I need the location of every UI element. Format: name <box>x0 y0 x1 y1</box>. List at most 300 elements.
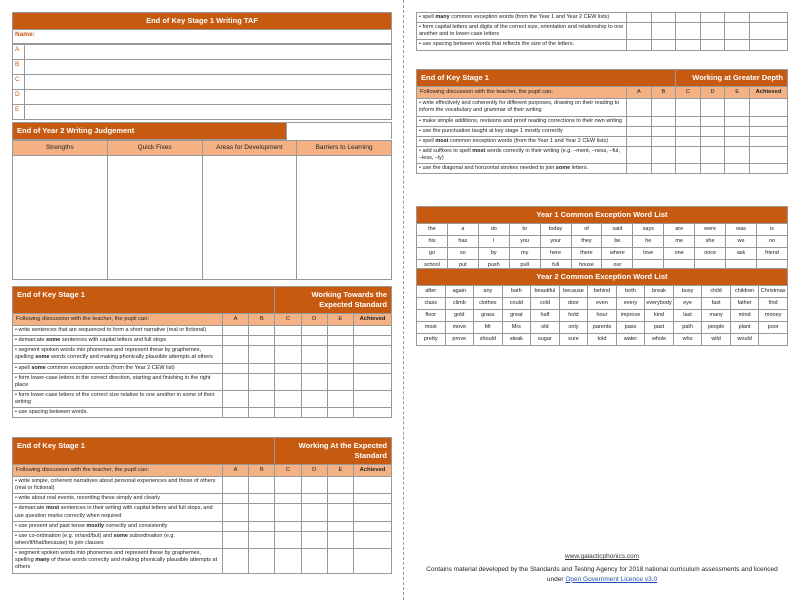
bullet-icon: • <box>15 392 19 399</box>
tick-cell[interactable] <box>353 326 391 336</box>
tick-cell[interactable] <box>301 494 327 504</box>
grade-column-header: E <box>725 86 750 99</box>
word-cell: last <box>673 310 702 322</box>
tick-cell[interactable] <box>301 549 327 573</box>
word-cell: move <box>445 322 474 334</box>
criterion-row <box>417 126 788 136</box>
judgement-cell[interactable] <box>107 156 202 280</box>
taf-row-cell[interactable] <box>25 44 392 59</box>
word-cell: even <box>588 297 617 309</box>
tick-cell[interactable] <box>676 116 701 126</box>
tick-cell[interactable] <box>327 346 353 363</box>
word-cell: says <box>633 223 664 235</box>
tick-cell[interactable] <box>249 391 275 408</box>
tick-cell[interactable] <box>651 13 676 23</box>
tick-cell[interactable] <box>651 23 676 40</box>
tick-cell[interactable] <box>651 164 676 174</box>
bullet-icon: • <box>419 14 423 20</box>
tick-cell[interactable] <box>249 504 275 521</box>
tick-cell[interactable] <box>275 363 301 373</box>
word-cell: busy <box>673 285 702 297</box>
word-cell: child <box>702 285 731 297</box>
criterion-cell <box>417 13 627 23</box>
word-cell: only <box>559 322 588 334</box>
footer-site[interactable]: www.galacticphonics.com <box>564 553 640 560</box>
tick-cell[interactable] <box>700 99 725 116</box>
word-cell: school <box>417 260 448 272</box>
bullet-icon: • <box>15 327 19 334</box>
criterion-cell <box>13 346 223 363</box>
tick-cell[interactable] <box>223 373 249 390</box>
tick-cell[interactable] <box>676 40 701 50</box>
tick-cell[interactable] <box>223 363 249 373</box>
bullet-icon: • <box>419 117 423 124</box>
bullet-icon: • <box>419 24 423 31</box>
criterion-cell <box>417 99 627 116</box>
tick-cell[interactable] <box>651 136 676 146</box>
tick-cell[interactable] <box>749 136 787 146</box>
tick-cell[interactable] <box>651 40 676 50</box>
tick-cell[interactable] <box>223 408 249 418</box>
tick-cell[interactable] <box>327 549 353 573</box>
word-cell: we <box>726 235 757 247</box>
tick-cell[interactable] <box>249 363 275 373</box>
tick-cell[interactable] <box>627 136 652 146</box>
word-cell: friend <box>756 248 787 260</box>
prompt-row <box>417 86 788 99</box>
tick-cell[interactable] <box>627 126 652 136</box>
prompt-text: Following discussion with the teacher, the pupil can: <box>13 313 223 326</box>
tick-cell[interactable] <box>223 494 249 504</box>
tick-cell[interactable] <box>627 99 652 116</box>
word-cell: has <box>447 235 478 247</box>
section-header-row <box>13 438 392 465</box>
grade-column-header: B <box>651 86 676 99</box>
taf-row <box>13 59 392 74</box>
tick-cell[interactable] <box>223 336 249 346</box>
tick-cell[interactable] <box>725 116 750 126</box>
word-cell: ask <box>726 248 757 260</box>
tick-cell[interactable] <box>676 13 701 23</box>
tick-cell[interactable] <box>353 391 391 408</box>
grade-column-header: A <box>223 464 249 477</box>
tick-cell[interactable] <box>327 336 353 346</box>
tick-cell[interactable] <box>327 494 353 504</box>
tick-cell[interactable] <box>700 126 725 136</box>
tick-cell[interactable] <box>627 164 652 174</box>
prompt-row <box>13 313 392 326</box>
tick-cell[interactable] <box>275 336 301 346</box>
section-header-row <box>13 287 392 314</box>
tick-cell[interactable] <box>275 346 301 363</box>
criterion-row <box>13 336 392 346</box>
word-row <box>417 285 788 297</box>
tick-cell[interactable] <box>327 531 353 548</box>
word-cell: he <box>633 235 664 247</box>
word-cell: by <box>478 248 509 260</box>
tick-cell[interactable] <box>676 146 701 163</box>
tick-cell[interactable] <box>725 164 750 174</box>
word-cell: me <box>664 235 695 247</box>
bullet-icon: • <box>419 165 423 172</box>
tick-cell[interactable] <box>275 549 301 573</box>
tick-cell[interactable] <box>327 477 353 494</box>
licence-link[interactable]: Open Government Licence v3.0 <box>565 575 658 583</box>
word-cell: your <box>540 235 571 247</box>
grade-column-header: A <box>627 86 652 99</box>
criterion-text: sentences in their writing with capital letters and full stops, and use question marks correctly when required <box>15 505 213 519</box>
tick-cell[interactable] <box>627 13 652 23</box>
tick-cell[interactable] <box>700 13 725 23</box>
word-cell: told <box>588 334 617 346</box>
tick-cell[interactable] <box>249 326 275 336</box>
criterion-cell <box>13 373 223 390</box>
criterion-row <box>13 494 392 504</box>
tick-cell[interactable] <box>301 346 327 363</box>
word-cell: do <box>478 223 509 235</box>
tick-cell[interactable] <box>327 521 353 531</box>
taf-row-cell[interactable] <box>25 89 392 104</box>
tick-cell[interactable] <box>249 521 275 531</box>
y1-block <box>416 206 788 272</box>
word-cell: again <box>445 285 474 297</box>
grade-column-header: D <box>301 464 327 477</box>
taf-row-letter: E <box>13 104 25 119</box>
criterion-row <box>13 477 392 494</box>
word-list-header-row <box>417 269 788 286</box>
word-cell: pretty <box>417 334 446 346</box>
word-row <box>417 310 788 322</box>
criterion-row <box>13 346 392 363</box>
criterion-text: write sentences that are sequenced to form a short narrative (real or fictional) <box>18 327 207 334</box>
tick-cell[interactable] <box>627 23 652 40</box>
tick-cell[interactable] <box>223 504 249 521</box>
criterion-text: use spacing between words. <box>18 409 88 416</box>
taf-row-cell[interactable] <box>25 59 392 74</box>
criterion-text: common exception words (from the Year 2 CEW list) <box>45 364 175 371</box>
taf-row-cell[interactable] <box>25 74 392 89</box>
word-cell: whole <box>645 334 674 346</box>
taf-row <box>13 89 392 104</box>
word-cell: I <box>478 235 509 247</box>
gds-block <box>416 69 788 174</box>
tick-cell[interactable] <box>275 408 301 418</box>
taf-row-letter: A <box>13 44 25 59</box>
criterion-row <box>13 531 392 548</box>
taf-block <box>12 12 392 120</box>
tick-cell[interactable] <box>651 99 676 116</box>
tick-cell[interactable] <box>301 363 327 373</box>
grade-column-header: D <box>700 86 725 99</box>
tick-cell[interactable] <box>725 146 750 163</box>
tick-cell[interactable] <box>249 549 275 573</box>
grade-column-header: C <box>275 313 301 326</box>
tick-cell[interactable] <box>223 531 249 548</box>
tick-cell[interactable] <box>676 136 701 146</box>
tick-cell[interactable] <box>676 99 701 116</box>
tick-cell[interactable] <box>676 126 701 136</box>
tick-cell[interactable] <box>700 40 725 50</box>
word-cell: no <box>756 235 787 247</box>
word-cell: today <box>540 223 571 235</box>
tick-cell[interactable] <box>223 391 249 408</box>
tick-cell[interactable] <box>353 336 391 346</box>
tick-cell[interactable] <box>627 40 652 50</box>
tick-cell[interactable] <box>223 326 249 336</box>
criterion-text: use the punctuation taught at key stage 1 mostly correctly <box>422 127 563 134</box>
word-cell: put <box>447 260 478 272</box>
tick-cell[interactable] <box>700 116 725 126</box>
word-cell: there <box>571 248 602 260</box>
word-cell: should <box>474 334 503 346</box>
word-cell: you <box>509 235 540 247</box>
tick-cell[interactable] <box>275 521 301 531</box>
judgement-column-header: Quick Fixes <box>107 140 202 155</box>
tick-cell[interactable] <box>327 373 353 390</box>
tick-cell[interactable] <box>353 373 391 390</box>
footer <box>416 552 788 584</box>
tick-cell[interactable] <box>354 494 392 504</box>
tick-cell[interactable] <box>749 99 787 116</box>
word-cell: children <box>730 285 759 297</box>
tick-cell[interactable] <box>275 391 301 408</box>
tick-cell[interactable] <box>275 326 301 336</box>
tick-cell[interactable] <box>249 336 275 346</box>
tick-cell[interactable] <box>651 116 676 126</box>
tick-cell[interactable] <box>749 146 787 163</box>
tick-cell[interactable] <box>275 504 301 521</box>
word-cell: clothes <box>474 297 503 309</box>
bullet-icon: • <box>15 505 19 512</box>
tick-cell[interactable] <box>275 494 301 504</box>
tick-cell[interactable] <box>725 23 750 40</box>
bullet-icon: • <box>15 347 19 354</box>
criterion-text: letters. <box>570 165 589 172</box>
criterion-cell <box>417 136 627 146</box>
word-cell: could <box>502 297 531 309</box>
exs-table <box>12 437 392 574</box>
tick-cell[interactable] <box>275 477 301 494</box>
criterion-text: words correctly in their writing (e.g. –ment, –ness, –ful, –less, –ly) <box>419 147 620 162</box>
tick-cell[interactable] <box>327 504 353 521</box>
word-cell: plant <box>730 322 759 334</box>
criterion-text: sentences with capital letters and full stops <box>60 337 167 344</box>
criterion-text: write simple, coherent narratives about personal experiences and those of others (real or fictional) <box>15 478 216 492</box>
tick-cell[interactable] <box>353 346 391 363</box>
tick-cell[interactable] <box>651 146 676 163</box>
taf-row <box>13 44 392 59</box>
tick-cell[interactable] <box>627 146 652 163</box>
achieved-header: Achieved <box>354 464 392 477</box>
criterion-text: demarcate <box>18 505 46 512</box>
tick-cell[interactable] <box>301 373 327 390</box>
word-cell: would <box>730 334 759 346</box>
tick-cell[interactable] <box>725 40 750 50</box>
tick-cell[interactable] <box>301 408 327 418</box>
criterion-text: make simple additions, revisions and proof reading corrections to their own writing <box>422 117 623 124</box>
tick-cell[interactable] <box>353 363 391 373</box>
tick-cell[interactable] <box>353 408 391 418</box>
tick-cell[interactable] <box>700 146 725 163</box>
page-divider <box>403 0 404 600</box>
tick-cell[interactable] <box>354 549 392 573</box>
tick-cell[interactable] <box>223 477 249 494</box>
tick-cell[interactable] <box>249 494 275 504</box>
tick-cell[interactable] <box>749 126 787 136</box>
word-row <box>417 334 788 346</box>
word-cell: path <box>673 322 702 334</box>
tick-cell[interactable] <box>301 521 327 531</box>
tick-cell[interactable] <box>749 164 787 174</box>
tick-cell[interactable] <box>327 326 353 336</box>
tick-cell[interactable] <box>301 326 327 336</box>
tick-cell[interactable] <box>700 23 725 40</box>
tick-cell[interactable] <box>750 23 788 40</box>
word-cell: full <box>540 260 571 272</box>
tick-cell[interactable] <box>700 164 725 174</box>
criterion-text: write effectively and coherently for different purposes, drawing on their reading to inform the vocabulary and grammar of their writing <box>419 100 620 114</box>
tick-cell[interactable] <box>301 477 327 494</box>
tick-cell[interactable] <box>750 13 788 23</box>
tick-cell[interactable] <box>223 549 249 573</box>
judgement-cell[interactable] <box>202 156 297 280</box>
bullet-icon: • <box>15 478 19 485</box>
tick-cell[interactable] <box>354 504 392 521</box>
tick-cell[interactable] <box>725 136 750 146</box>
tick-cell[interactable] <box>627 116 652 126</box>
tick-cell[interactable] <box>749 116 787 126</box>
tick-cell[interactable] <box>275 531 301 548</box>
taf-row-cell[interactable] <box>25 104 392 119</box>
word-cell: the <box>417 223 448 235</box>
criterion-text: use the diagonal and horizontal strokes needed to join <box>422 165 556 172</box>
judgement-cell[interactable] <box>13 156 108 280</box>
word-cell: every <box>616 297 645 309</box>
tick-cell[interactable] <box>700 136 725 146</box>
tick-cell[interactable] <box>223 346 249 363</box>
section-header-row <box>417 70 788 87</box>
word-cell: wild <box>702 334 731 346</box>
tick-cell[interactable] <box>354 477 392 494</box>
criterion-text: segment spoken words into phonemes and represent these by graphemes, spelling <box>15 347 201 361</box>
tick-cell[interactable] <box>275 373 301 390</box>
word-row <box>417 235 788 247</box>
word-cell: is <box>756 223 787 235</box>
criterion-text: form lower-case letters of the correct size relative to one another in some of their writing <box>15 392 215 406</box>
criterion-row <box>13 391 392 408</box>
tick-cell[interactable] <box>301 336 327 346</box>
word-cell: Mrs <box>502 322 531 334</box>
word-cell: because <box>559 285 588 297</box>
wts-table <box>12 286 392 418</box>
word-list-title: Year 1 Common Exception Word List <box>417 207 788 224</box>
word-cell: kind <box>645 310 674 322</box>
emphasis-text: some <box>555 165 571 172</box>
y1-table <box>416 206 788 272</box>
word-cell: she <box>695 235 726 247</box>
tick-cell[interactable] <box>249 477 275 494</box>
word-cell: behind <box>588 285 617 297</box>
tick-cell[interactable] <box>725 99 750 116</box>
judgement-header-row <box>13 140 392 155</box>
word-cell: house <box>571 260 602 272</box>
grade-column-header: E <box>327 313 353 326</box>
word-cell: poor <box>759 322 788 334</box>
word-cell: our <box>602 260 633 272</box>
tick-cell[interactable] <box>354 531 392 548</box>
word-cell: sugar <box>531 334 560 346</box>
word-cell: push <box>478 260 509 272</box>
tick-cell[interactable] <box>676 23 701 40</box>
tick-cell[interactable] <box>327 363 353 373</box>
bullet-icon: • <box>15 364 19 371</box>
word-cell: gold <box>445 310 474 322</box>
emphasis-text: many <box>35 557 50 564</box>
word-cell: water <box>616 334 645 346</box>
bullet-icon: • <box>15 522 19 529</box>
tick-cell[interactable] <box>750 40 788 50</box>
tick-cell[interactable] <box>354 521 392 531</box>
word-cell: door <box>559 297 588 309</box>
word-cell: here <box>540 248 571 260</box>
word-cell: break <box>645 285 674 297</box>
criterion-text: correctly and consistently <box>104 522 168 529</box>
word-row <box>417 248 788 260</box>
tick-cell[interactable] <box>223 521 249 531</box>
word-cell: class <box>417 297 446 309</box>
tick-cell[interactable] <box>249 408 275 418</box>
criterion-cell <box>13 326 223 336</box>
emphasis-text: most <box>45 505 60 512</box>
criterion-text: use present and past tense <box>18 522 87 529</box>
word-cell: one <box>664 248 695 260</box>
tick-cell[interactable] <box>301 391 327 408</box>
word-cell: be <box>602 235 633 247</box>
tick-cell[interactable] <box>301 531 327 548</box>
criterion-text: spell <box>422 14 436 20</box>
judgement-table <box>12 140 392 280</box>
taf-row-letter: D <box>13 89 25 104</box>
emphasis-text: most <box>472 147 486 154</box>
tick-cell[interactable] <box>651 126 676 136</box>
tick-cell[interactable] <box>725 13 750 23</box>
tick-cell[interactable] <box>676 164 701 174</box>
criterion-cell <box>13 408 223 418</box>
tick-cell[interactable] <box>249 373 275 390</box>
judgement-cell[interactable] <box>297 156 392 280</box>
tick-cell[interactable] <box>725 126 750 136</box>
criterion-row <box>417 13 788 23</box>
word-cell: grass <box>474 310 503 322</box>
tick-cell[interactable] <box>249 531 275 548</box>
word-cell: beautiful <box>531 285 560 297</box>
taf-row <box>13 74 392 89</box>
criterion-row <box>417 23 788 40</box>
exs-cont-table <box>416 12 788 51</box>
tick-cell[interactable] <box>327 408 353 418</box>
word-cell: both <box>616 285 645 297</box>
tick-cell[interactable] <box>249 346 275 363</box>
tick-cell[interactable] <box>301 504 327 521</box>
criterion-text: spell <box>18 364 32 371</box>
criterion-text: use spacing between words that reflects the size of the letters. <box>422 41 575 48</box>
achieved-header: Achieved <box>749 86 787 99</box>
achieved-header: Achieved <box>353 313 391 326</box>
criterion-cell <box>417 146 627 163</box>
word-cell: were <box>695 223 726 235</box>
tick-cell[interactable] <box>327 391 353 408</box>
bullet-icon: • <box>15 495 19 502</box>
